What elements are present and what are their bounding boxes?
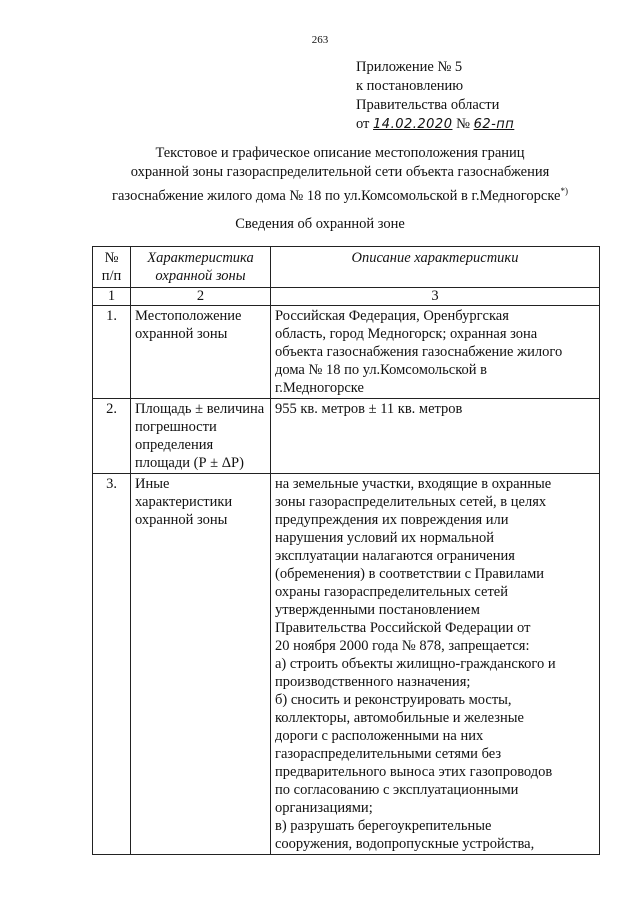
table-index-row: [93, 288, 600, 306]
appendix-title: Приложение № 5: [356, 59, 463, 75]
table-header-row: [93, 247, 600, 288]
handwritten-number: 62-пп: [473, 117, 515, 132]
appendix-date-line: [356, 115, 514, 134]
header-description: Описание характеристики: [271, 247, 600, 288]
table-row: [93, 306, 600, 399]
row-number: 2.: [93, 399, 131, 474]
row-description: Российская Федерация, Оренбургская область, город Медногорск; охранная зона объекта газоснабжения газоснабжение жилого дома № 18 по ул.Комсомольской в г.Медногорске: [271, 306, 600, 399]
title-line-2: охранной зоны газораспределительной сети объекта газоснабжения: [130, 164, 550, 180]
handwritten-date: 14.02.2020: [373, 117, 453, 132]
index-cell: 2: [131, 288, 271, 306]
number-prefix: №: [456, 116, 470, 132]
appendix-header: [356, 58, 514, 134]
row-number: 3.: [93, 474, 131, 855]
row-description: 955 кв. метров ± 11 кв. метров: [271, 399, 600, 474]
table-row: [93, 474, 600, 855]
appendix-government: Правительства области: [356, 97, 500, 113]
date-prefix: от: [356, 116, 370, 132]
page-number: 263: [311, 34, 329, 46]
row-number: 1.: [93, 306, 131, 399]
row-characteristic: Иные характеристики охранной зоны: [131, 474, 271, 855]
zone-info-table: [92, 246, 600, 855]
footnote-mark: *): [560, 186, 568, 196]
row-characteristic: Местоположение охранной зоны: [131, 306, 271, 399]
title-line-3: газоснабжение жилого дома № 18 по ул.Комсомольской в г.Медногорске*): [112, 186, 568, 204]
row-description: на земельные участки, входящие в охранные зоны газораспределительных сетей, в целях предупреждения их повреждения или нарушения условий их нормальной эксплуатации налагаются ограничения (обременения) в соответствии с Правилами охраны газораспределительных сетей утвержденными постановлением Правительства Российской Федерации от 20 ноября 2000 года № 878, запрещается: а) строить объекты жилищно-гражданского и производственного назначения; б) сносить и реконструировать мосты, коллекторы, автомобильные и железные дороги с расположенными на них газораспределительными сетями без предварительного выноса этих газопроводов по согласованию с эксплуатационными организациями; в) разрушать берегоукрепительные сооружения, водопропускные устройства,: [271, 474, 600, 855]
row-characteristic: Площадь ± величина погрешности определения площади (Р ± ΔР): [131, 399, 271, 474]
appendix-resolution: к постановлению: [356, 78, 464, 94]
header-num: № п/п: [93, 247, 131, 288]
document-title: [60, 144, 620, 206]
table-row: [93, 399, 600, 474]
index-cell: 3: [271, 288, 600, 306]
section-subtitle: Сведения об охранной зоне: [235, 216, 405, 232]
index-cell: 1: [93, 288, 131, 306]
header-characteristic: Характеристика охранной зоны: [131, 247, 271, 288]
title-line-1: Текстовое и графическое описание местоположения границ: [155, 145, 525, 161]
